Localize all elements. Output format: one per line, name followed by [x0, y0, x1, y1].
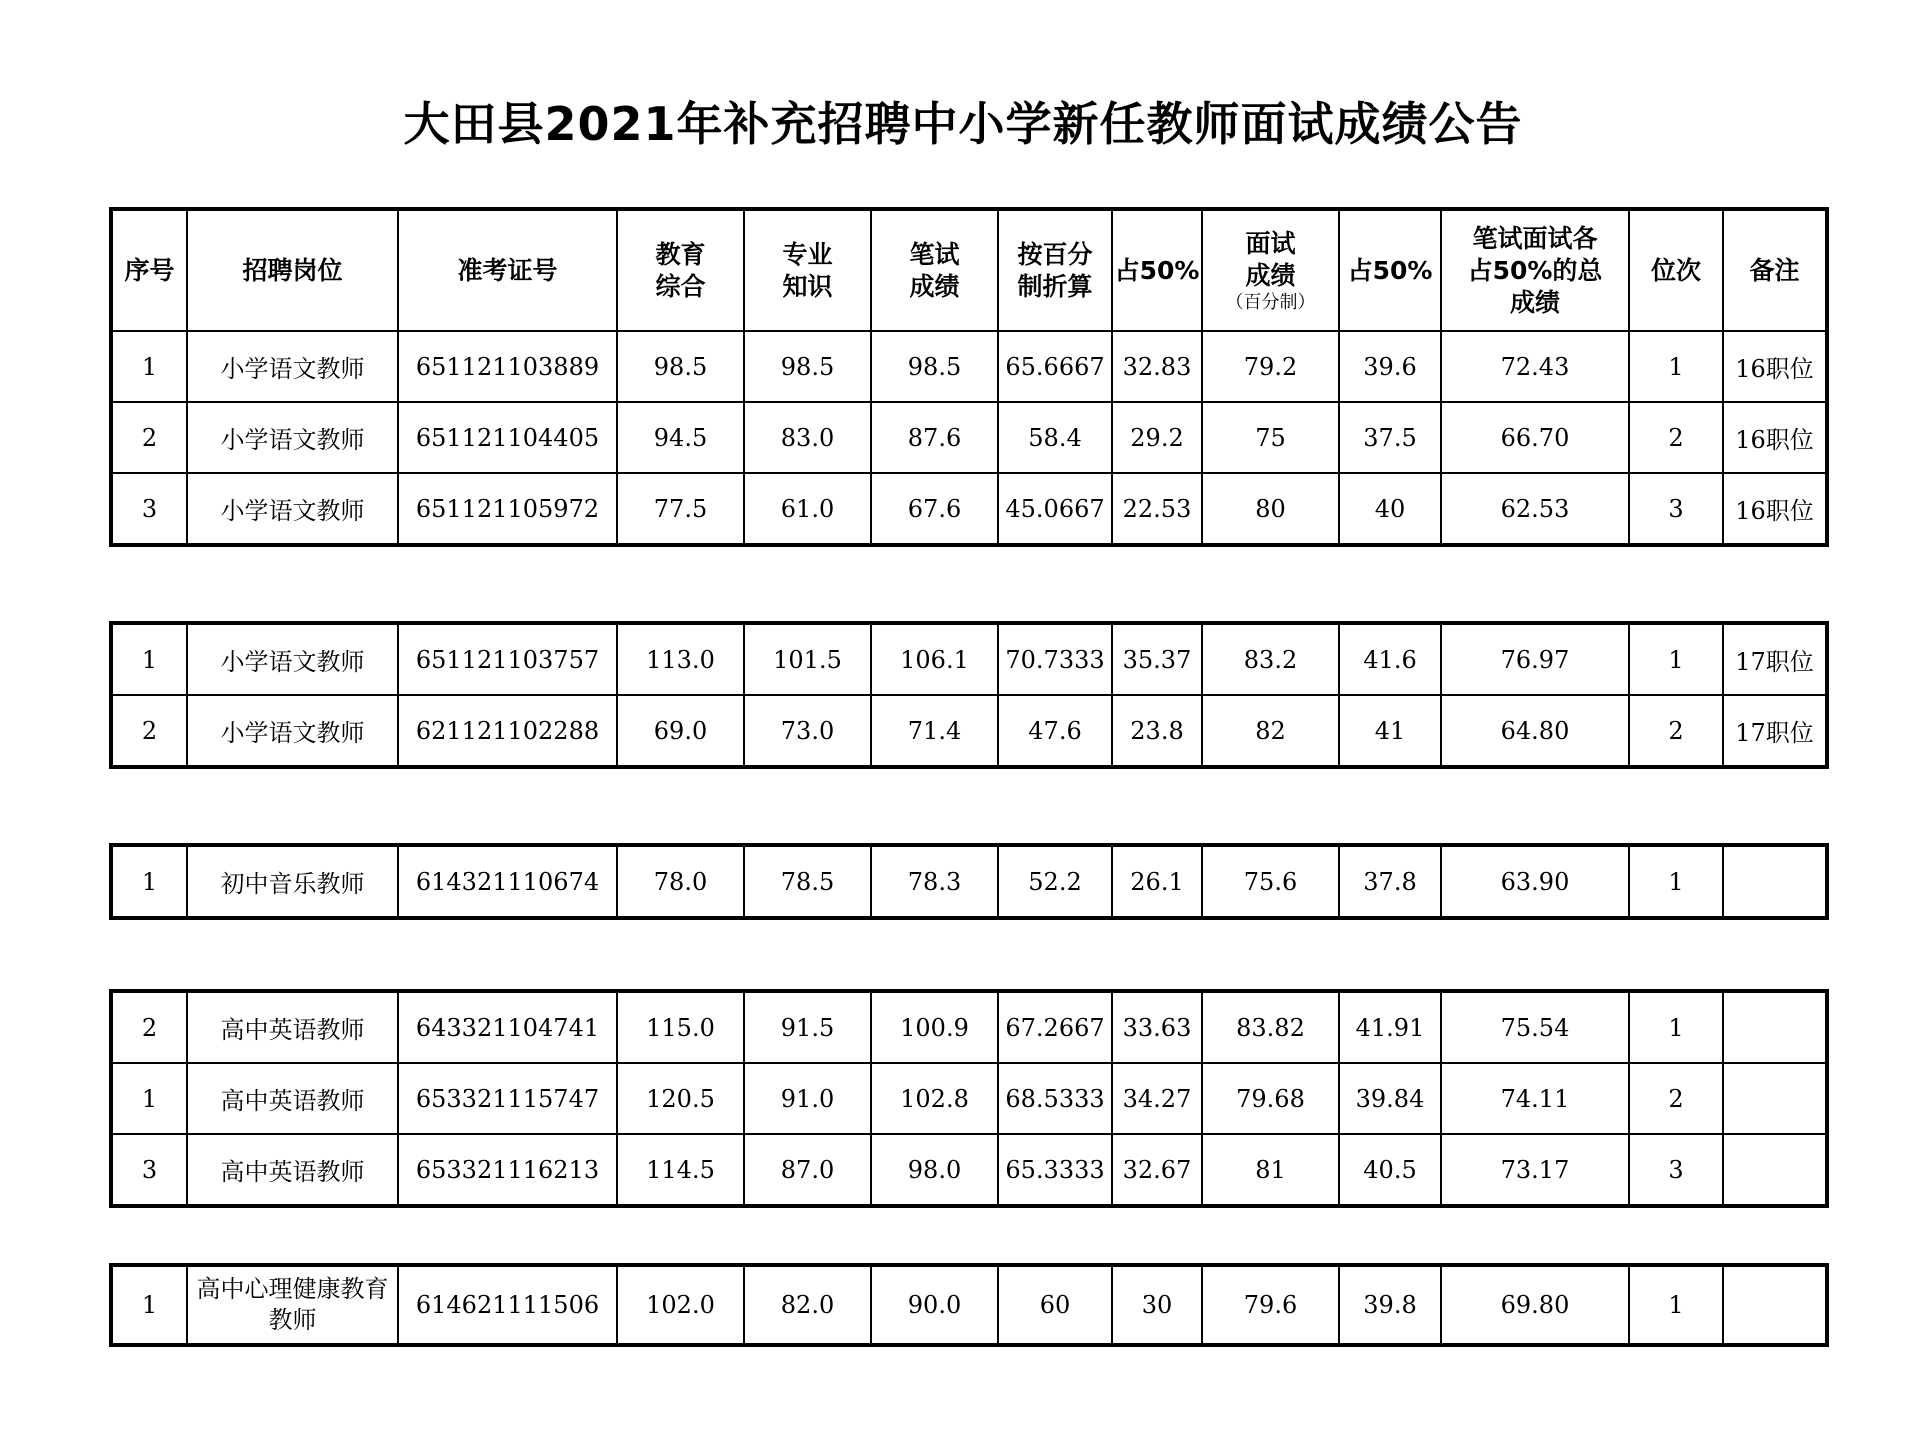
cell-pct50-interview: 41 [1339, 695, 1441, 767]
cell-pct50-written: 22.53 [1112, 473, 1202, 545]
cell-seq: 2 [111, 402, 187, 473]
cell-position: 高中英语教师 [187, 991, 398, 1063]
cell-position: 小学语文教师 [187, 331, 398, 402]
cell-pct50-written: 32.83 [1112, 331, 1202, 402]
cell-exam-id: 621121102288 [398, 695, 617, 767]
cell-position: 小学语文教师 [187, 695, 398, 767]
cell-rank: 1 [1629, 991, 1723, 1063]
table-row [111, 845, 1827, 918]
cell-professional: 61.0 [744, 473, 871, 545]
cell-remark [1723, 1063, 1827, 1134]
cell-exam-id: 643321104741 [398, 991, 617, 1063]
cell-exam-id: 651121105972 [398, 473, 617, 545]
cell-remark: 16职位 [1723, 402, 1827, 473]
cell-percent-scale: 65.3333 [998, 1134, 1112, 1206]
cell-pct50-written: 33.63 [1112, 991, 1202, 1063]
cell-position: 初中音乐教师 [187, 845, 398, 918]
cell-pct50-written: 29.2 [1112, 402, 1202, 473]
cell-written: 71.4 [871, 695, 998, 767]
cell-pct50-interview: 41.91 [1339, 991, 1441, 1063]
cell-exam-id: 651121104405 [398, 402, 617, 473]
score-table-group-1 [109, 207, 1829, 547]
cell-exam-id: 651121103889 [398, 331, 617, 402]
cell-exam-id: 653321115747 [398, 1063, 617, 1134]
cell-interview: 79.68 [1202, 1063, 1339, 1134]
cell-seq: 3 [111, 473, 187, 545]
cell-total: 72.43 [1441, 331, 1629, 402]
cell-education: 102.0 [617, 1265, 744, 1345]
cell-position: 小学语文教师 [187, 402, 398, 473]
page-title: 大田县2021年补充招聘中小学新任教师面试成绩公告 [403, 97, 1523, 151]
cell-interview: 82 [1202, 695, 1339, 767]
header-total: 笔试面试各占50%的总成绩 [1441, 209, 1629, 331]
cell-position: 高中英语教师 [187, 1134, 398, 1206]
cell-remark: 16职位 [1723, 473, 1827, 545]
cell-remark: 17职位 [1723, 695, 1827, 767]
cell-professional: 91.5 [744, 991, 871, 1063]
cell-professional: 101.5 [744, 623, 871, 695]
header-education: 教育综合 [617, 209, 744, 331]
cell-education: 78.0 [617, 845, 744, 918]
header-rank: 位次 [1629, 209, 1723, 331]
header-remark: 备注 [1723, 209, 1827, 331]
cell-percent-scale: 67.2667 [998, 991, 1112, 1063]
cell-seq: 1 [111, 331, 187, 402]
table-row [111, 991, 1827, 1063]
cell-rank: 1 [1629, 331, 1723, 402]
cell-remark [1723, 1265, 1827, 1345]
cell-professional: 87.0 [744, 1134, 871, 1206]
cell-written: 102.8 [871, 1063, 998, 1134]
cell-seq: 1 [111, 845, 187, 918]
cell-pct50-written: 34.27 [1112, 1063, 1202, 1134]
cell-remark [1723, 991, 1827, 1063]
cell-remark [1723, 845, 1827, 918]
cell-pct50-written: 23.8 [1112, 695, 1202, 767]
cell-pct50-written: 30 [1112, 1265, 1202, 1345]
cell-exam-id: 651121103757 [398, 623, 617, 695]
cell-professional: 73.0 [744, 695, 871, 767]
cell-professional: 82.0 [744, 1265, 871, 1345]
cell-pct50-written: 26.1 [1112, 845, 1202, 918]
cell-percent-scale: 65.6667 [998, 331, 1112, 402]
cell-professional: 83.0 [744, 402, 871, 473]
cell-interview: 83.82 [1202, 991, 1339, 1063]
cell-seq: 1 [111, 623, 187, 695]
cell-education: 113.0 [617, 623, 744, 695]
cell-total: 74.11 [1441, 1063, 1629, 1134]
cell-pct50-interview: 37.8 [1339, 845, 1441, 918]
cell-total: 76.97 [1441, 623, 1629, 695]
cell-interview: 79.6 [1202, 1265, 1339, 1345]
cell-pct50-interview: 39.6 [1339, 331, 1441, 402]
cell-education: 98.5 [617, 331, 744, 402]
score-table-group-4 [109, 989, 1829, 1208]
cell-exam-id: 653321116213 [398, 1134, 617, 1206]
cell-percent-scale: 68.5333 [998, 1063, 1112, 1134]
cell-written: 98.5 [871, 331, 998, 402]
cell-percent-scale: 45.0667 [998, 473, 1112, 545]
cell-total: 73.17 [1441, 1134, 1629, 1206]
table-row [111, 623, 1827, 695]
cell-written: 100.9 [871, 991, 998, 1063]
cell-percent-scale: 47.6 [998, 695, 1112, 767]
header-professional: 专业知识 [744, 209, 871, 331]
cell-total: 64.80 [1441, 695, 1629, 767]
cell-pct50-interview: 39.8 [1339, 1265, 1441, 1345]
score-table-group-5 [109, 1263, 1829, 1347]
table-row [111, 1134, 1827, 1206]
cell-total: 69.80 [1441, 1265, 1629, 1345]
cell-rank: 3 [1629, 473, 1723, 545]
cell-rank: 3 [1629, 1134, 1723, 1206]
cell-remark [1723, 1134, 1827, 1206]
cell-total: 75.54 [1441, 991, 1629, 1063]
cell-pct50-interview: 40 [1339, 473, 1441, 545]
cell-percent-scale: 60 [998, 1265, 1112, 1345]
cell-professional: 91.0 [744, 1063, 871, 1134]
cell-remark: 16职位 [1723, 331, 1827, 402]
cell-education: 115.0 [617, 991, 744, 1063]
table-row [111, 402, 1827, 473]
cell-pct50-written: 32.67 [1112, 1134, 1202, 1206]
table-row [111, 473, 1827, 545]
cell-rank: 2 [1629, 695, 1723, 767]
cell-education: 120.5 [617, 1063, 744, 1134]
cell-pct50-written: 35.37 [1112, 623, 1202, 695]
cell-pct50-interview: 37.5 [1339, 402, 1441, 473]
cell-position: 高中心理健康教育教师 [187, 1265, 398, 1345]
cell-written: 106.1 [871, 623, 998, 695]
table-row [111, 1265, 1827, 1345]
cell-written: 98.0 [871, 1134, 998, 1206]
cell-seq: 1 [111, 1265, 187, 1345]
cell-education: 114.5 [617, 1134, 744, 1206]
cell-education: 94.5 [617, 402, 744, 473]
cell-seq: 1 [111, 1063, 187, 1134]
cell-interview: 75 [1202, 402, 1339, 473]
cell-education: 69.0 [617, 695, 744, 767]
cell-total: 62.53 [1441, 473, 1629, 545]
header-interview: 面试成绩 （百分制） [1202, 209, 1339, 331]
cell-seq: 2 [111, 695, 187, 767]
cell-position: 小学语文教师 [187, 623, 398, 695]
cell-rank: 2 [1629, 1063, 1723, 1134]
cell-position: 高中英语教师 [187, 1063, 398, 1134]
header-position: 招聘岗位 [187, 209, 398, 331]
cell-remark: 17职位 [1723, 623, 1827, 695]
cell-education: 77.5 [617, 473, 744, 545]
header-pct50-interview: 占50% [1339, 209, 1441, 331]
header-percent-scale: 按百分制折算 [998, 209, 1112, 331]
cell-percent-scale: 70.7333 [998, 623, 1112, 695]
header-written: 笔试成绩 [871, 209, 998, 331]
cell-seq: 2 [111, 991, 187, 1063]
cell-interview: 80 [1202, 473, 1339, 545]
cell-rank: 1 [1629, 1265, 1723, 1345]
cell-total: 66.70 [1441, 402, 1629, 473]
cell-exam-id: 614621111506 [398, 1265, 617, 1345]
table-row [111, 1063, 1827, 1134]
table-row [111, 695, 1827, 767]
cell-professional: 98.5 [744, 331, 871, 402]
cell-total: 63.90 [1441, 845, 1629, 918]
table-header-row [111, 209, 1827, 331]
cell-percent-scale: 58.4 [998, 402, 1112, 473]
header-interview-sub: （百分制） [1225, 291, 1316, 313]
cell-percent-scale: 52.2 [998, 845, 1112, 918]
cell-pct50-interview: 39.84 [1339, 1063, 1441, 1134]
cell-interview: 75.6 [1202, 845, 1339, 918]
cell-seq: 3 [111, 1134, 187, 1206]
header-pct50-written: 占50% [1112, 209, 1202, 331]
cell-pct50-interview: 41.6 [1339, 623, 1441, 695]
cell-rank: 2 [1629, 402, 1723, 473]
cell-written: 78.3 [871, 845, 998, 918]
header-seq: 序号 [111, 209, 187, 331]
cell-interview: 81 [1202, 1134, 1339, 1206]
cell-professional: 78.5 [744, 845, 871, 918]
cell-position: 小学语文教师 [187, 473, 398, 545]
header-exam-id: 准考证号 [398, 209, 617, 331]
cell-written: 90.0 [871, 1265, 998, 1345]
cell-pct50-interview: 40.5 [1339, 1134, 1441, 1206]
cell-rank: 1 [1629, 845, 1723, 918]
cell-written: 87.6 [871, 402, 998, 473]
table-row [111, 331, 1827, 402]
cell-interview: 79.2 [1202, 331, 1339, 402]
cell-exam-id: 614321110674 [398, 845, 617, 918]
cell-interview: 83.2 [1202, 623, 1339, 695]
score-table-group-2 [109, 621, 1829, 769]
cell-rank: 1 [1629, 623, 1723, 695]
cell-written: 67.6 [871, 473, 998, 545]
score-table-group-3 [109, 843, 1829, 920]
